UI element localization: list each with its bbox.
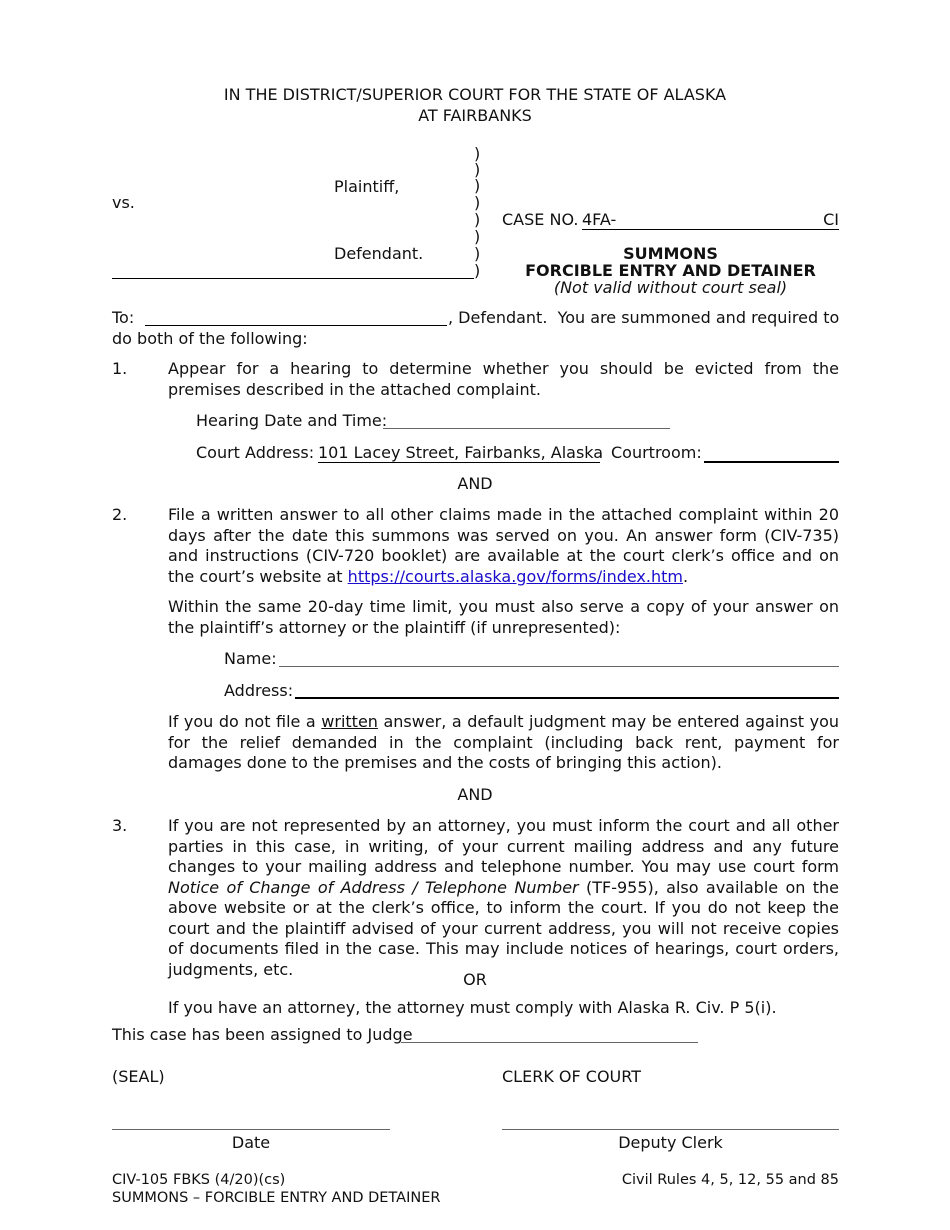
or-separator: OR [463,970,487,989]
hearing-date-label: Hearing Date and Time: [196,411,388,430]
civil-rules: Civil Rules 4, 5, 12, 55 and 85 [621,1172,839,1188]
item-1-number: 1. [112,359,128,378]
versus-label: vs. [112,193,135,212]
attorney-address-label: Address: [224,681,294,700]
defendant-name-field[interactable] [145,325,447,326]
summons-instruction-continued: do both of the following: [112,329,308,348]
judge-name-field[interactable] [401,1042,698,1043]
attorney-name-field[interactable] [279,666,839,667]
to-label: To: [112,308,135,327]
default-judgment-text: If you do not file a written answer, a default judgment may be entered against you for the relief demanded in the complaint (including back rent, payment for damages done to the premises and the costs of bringing this action). [168,712,839,772]
item-1-text: Appear for a hearing to determine whether you should be evicted from the premises described in the attached complaint. [168,359,839,399]
seal-notice: (Not valid without court seal) [553,278,788,297]
court-address-label: Court Address: [196,443,315,462]
attorney-rule-text: If you have an attorney, the attorney must comply with Alaska R. Civ. P 5(i). [168,998,777,1017]
case-number-prefix: 4FA- [582,210,617,229]
summons-instruction: , Defendant. You are summoned and required to [448,308,840,327]
deputy-clerk-label: Deputy Clerk [618,1133,723,1152]
attorney-address-field[interactable] [295,697,839,699]
and-separator-2: AND [457,785,493,804]
hearing-date-field[interactable] [383,428,670,429]
item-2-number: 2. [112,505,128,524]
deputy-clerk-signature-line[interactable] [502,1129,839,1130]
summons-subtitle: FORCIBLE ENTRY AND DETAINER [525,261,816,280]
seal-label: (SEAL) [112,1067,165,1086]
item-2-text: File a written answer to all other claims made in the attached complaint within 20 days after the date this summons was served on you. An answer form (CIV-735) and instructions (CIV-720 booklet) are available at the court clerk’s office and on the court’s website at https://courts.alaska.gov/forms/index.htm. [168,505,839,586]
and-separator-1: AND [457,474,493,493]
summons-title: SUMMONS [623,244,718,263]
case-number-suffix: CI [823,210,839,229]
court-location: AT FAIRBANKS [418,106,532,125]
courtroom-field[interactable] [704,461,839,463]
courtroom-label: Courtroom: [611,443,702,462]
forms-website-link[interactable]: https://courts.alaska.gov/forms/index.htm [347,566,683,586]
caption-underline [112,278,474,279]
court-address-value: 101 Lacey Street, Fairbanks, Alaska [318,443,604,462]
plaintiff-label: Plaintiff, [334,177,400,196]
clerk-of-court-label: CLERK OF COURT [502,1067,641,1086]
item-3-number: 3. [112,816,128,835]
date-signature-line[interactable] [112,1129,390,1130]
case-number-label: CASE NO. [502,210,579,229]
item-2-serve-text: Within the same 20-day time limit, you must also serve a copy of your answer on the plaintiff’s attorney or the plaintiff (if unrepresented): [168,597,839,637]
defendant-label: Defendant. [334,244,424,263]
form-id: CIV-105 FBKS (4/20)(cs) [112,1172,286,1188]
attorney-name-label: Name: [224,649,277,668]
form-name: SUMMONS – FORCIBLE ENTRY AND DETAINER [112,1190,441,1206]
date-label: Date [231,1133,271,1152]
court-heading: IN THE DISTRICT/SUPERIOR COURT FOR THE STATE OF ALASKA [223,85,727,104]
item-3-text: If you are not represented by an attorney, you must inform the court and all other parties in this case, in writing, of your current mailing address and any future changes to your mailing address and telephone number. You may use court form Notice of Change of Address / Telephone Number (TF-955), also available on the above website or at the clerk’s office, to inform the court. If you do not keep the court and the plaintiff advised of your current address, you will not receive copies of documents filed in the case. This may include notices of hearings, court orders, judgments, etc. [168,816,839,979]
judge-label: This case has been assigned to Judge [112,1025,413,1044]
case-number-field[interactable] [582,210,839,230]
